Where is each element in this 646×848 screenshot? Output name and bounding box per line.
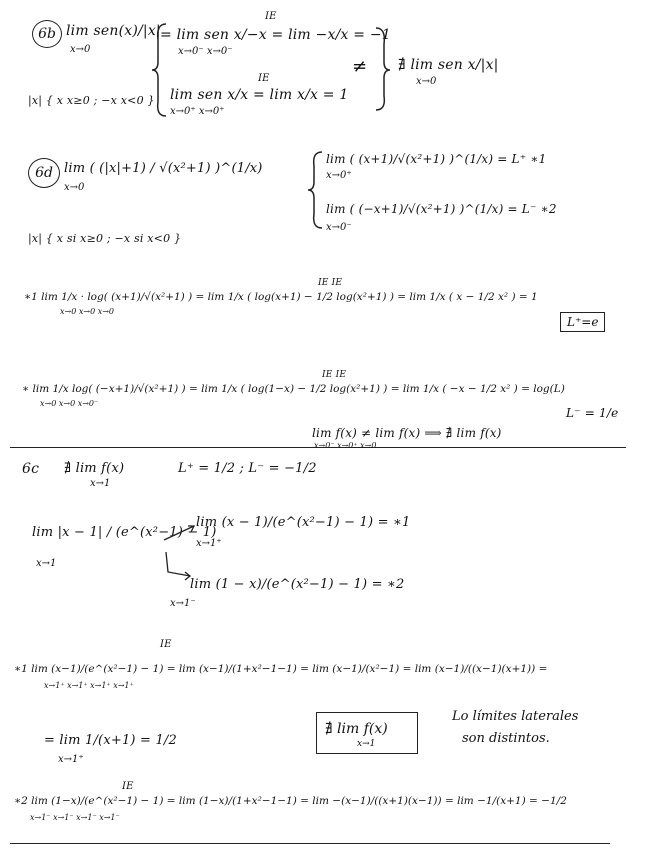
ex6c-values: L⁺ = 1/2 ; L⁻ = −1/2 <box>178 461 317 476</box>
ex6b-right-branch: lim sen x/x = lim x/x = 1 <box>170 87 349 103</box>
ex6b-right-sub: x→0⁺ x→0⁺ <box>170 106 225 117</box>
right-brace-6b <box>372 24 392 114</box>
ex6c-note-line2: son distintos. <box>462 731 550 746</box>
label-6c: 6c <box>22 461 40 477</box>
ex6c-branch-up-sub: x→1⁺ <box>196 538 222 549</box>
ex6c-s2-line: ∗2 lim (1−x)/(e^(x²−1) − 1) = lim (1−x)/(1+x²−1−1) = lim −(x−1)/((x+1)(x−1)) = lim −1/(x+1) = −1/2 <box>14 795 567 807</box>
star1-line: ∗1 lim 1/x · log( (x+1)/√(x²+1) ) = lim 1/x ( log(x+1) − 1/2 log(x²+1) ) = lim 1/x ( x − 1/2 x² ) = 1 <box>24 291 538 303</box>
ex6c-s1-result: = lim 1/(x+1) = 1/2 <box>44 733 177 748</box>
ex6c-branch-down: lim (1 − x)/(e^(x²−1) − 1) = ∗2 <box>190 577 405 592</box>
ex6c-boxed-sub: x→1 <box>357 739 376 749</box>
star2-line: ∗ lim 1/x log( (−x+1)/√(x²+1) ) = lim 1/x ( log(1−x) − 1/2 log(x²+1) ) = lim 1/x ( −x − 1/2 x² ) = log(L) <box>22 383 565 395</box>
ex6d-right-sub: x→0⁺ <box>326 170 352 181</box>
ex6b-ie1: IE <box>265 11 277 22</box>
divider-top <box>10 447 626 448</box>
left-brace-6d <box>306 148 326 232</box>
ex6b-main-sub: x→0 <box>70 44 91 55</box>
ex6b-left-sub: x→0⁻ x→0⁻ <box>178 46 233 57</box>
ex6c-note-line1: Lo límites laterales <box>452 709 579 724</box>
ex6b-ie2: IE <box>258 73 270 84</box>
label-6b: 6b <box>32 20 62 48</box>
ex6d-abs-def: |x| { x si x≥0 ; −x si x<0 } <box>28 232 182 245</box>
ex6b-neq: ≠ <box>352 56 368 77</box>
ex6c-s1-line: ∗1 lim (x−1)/(e^(x²−1) − 1) = lim (x−1)/(1+x²−1−1) = lim (x−1)/(x²−1) = lim (x−1)/((x−1)(x+1)) = <box>14 663 548 675</box>
star2-result: L⁻ = 1/e <box>566 406 619 420</box>
ex6d-left-branch: lim ( (−x+1)/√(x²+1) )^(1/x) = L⁻ ∗2 <box>326 202 557 216</box>
ex6c-statement: ∄ lim f(x) <box>64 461 125 476</box>
label-6d: 6d <box>28 158 60 188</box>
star1-sub: x→0 x→0 x→0 <box>60 307 114 316</box>
ex6c-branch-down-sub: x→1⁻ <box>170 598 196 609</box>
star1-ie: IE IE <box>318 278 343 288</box>
ex6b-conclusion-sub: x→0 <box>416 76 437 87</box>
ex6c-s2-ie: IE <box>122 781 134 792</box>
ex6b-abs-def: |x| { x x≥0 ; −x x<0 } <box>28 94 155 107</box>
star2-ie: IE IE <box>322 370 347 380</box>
branch-arrows-6c <box>160 522 200 582</box>
ex6c-branch-up: lim (x − 1)/(e^(x²−1) − 1) = ∗1 <box>196 515 411 530</box>
star2-sub: x→0 x→0 x→0⁻ <box>40 399 99 408</box>
ex6d-right-branch: lim ( (x+1)/√(x²+1) )^(1/x) = L⁺ ∗1 <box>326 152 547 166</box>
ex6c-main: lim |x − 1| / (e^(x²−1) − 1) <box>32 525 217 540</box>
ex6b-conclusion: ∄ lim sen x/|x| <box>398 57 499 73</box>
ex6d-main-sub: x→0 <box>64 182 85 193</box>
ex6c-s2-sub: x→1⁻ x→1⁻ x→1⁻ x→1⁻ <box>30 813 120 822</box>
star1-box: L⁺=e <box>560 312 605 332</box>
star2-conclusion-sub: x→0⁻ x→0⁺ x→0 <box>314 441 377 450</box>
ex6c-main-sub: x→1 <box>36 558 57 569</box>
ex6c-s1-sub: x→1⁺ x→1⁺ x→1⁺ x→1⁺ <box>44 681 134 690</box>
ex6b-left-branch: = lim sen x/−x = lim −x/x = −1 <box>160 27 391 43</box>
ex6c-statement-sub: x→1 <box>90 478 111 489</box>
ex6d-left-sub: x→0⁻ <box>326 222 352 233</box>
ex6c-boxed <box>316 712 418 754</box>
ex6c-s1-result-sub: x→1⁺ <box>58 754 84 765</box>
ex6c-s1-ie: IE <box>160 639 172 650</box>
ex6c-boxed-text: ∄ lim f(x) <box>325 721 388 737</box>
divider-bottom <box>10 843 610 844</box>
ex6d-main: lim ( (|x|+1) / √(x²+1) )^(1/x) <box>64 161 263 176</box>
ex6b-main: lim sen(x)/|x| <box>66 23 161 39</box>
star2-conclusion: lim f(x) ≠ lim f(x) ⟹ ∄ lim f(x) <box>312 426 502 440</box>
